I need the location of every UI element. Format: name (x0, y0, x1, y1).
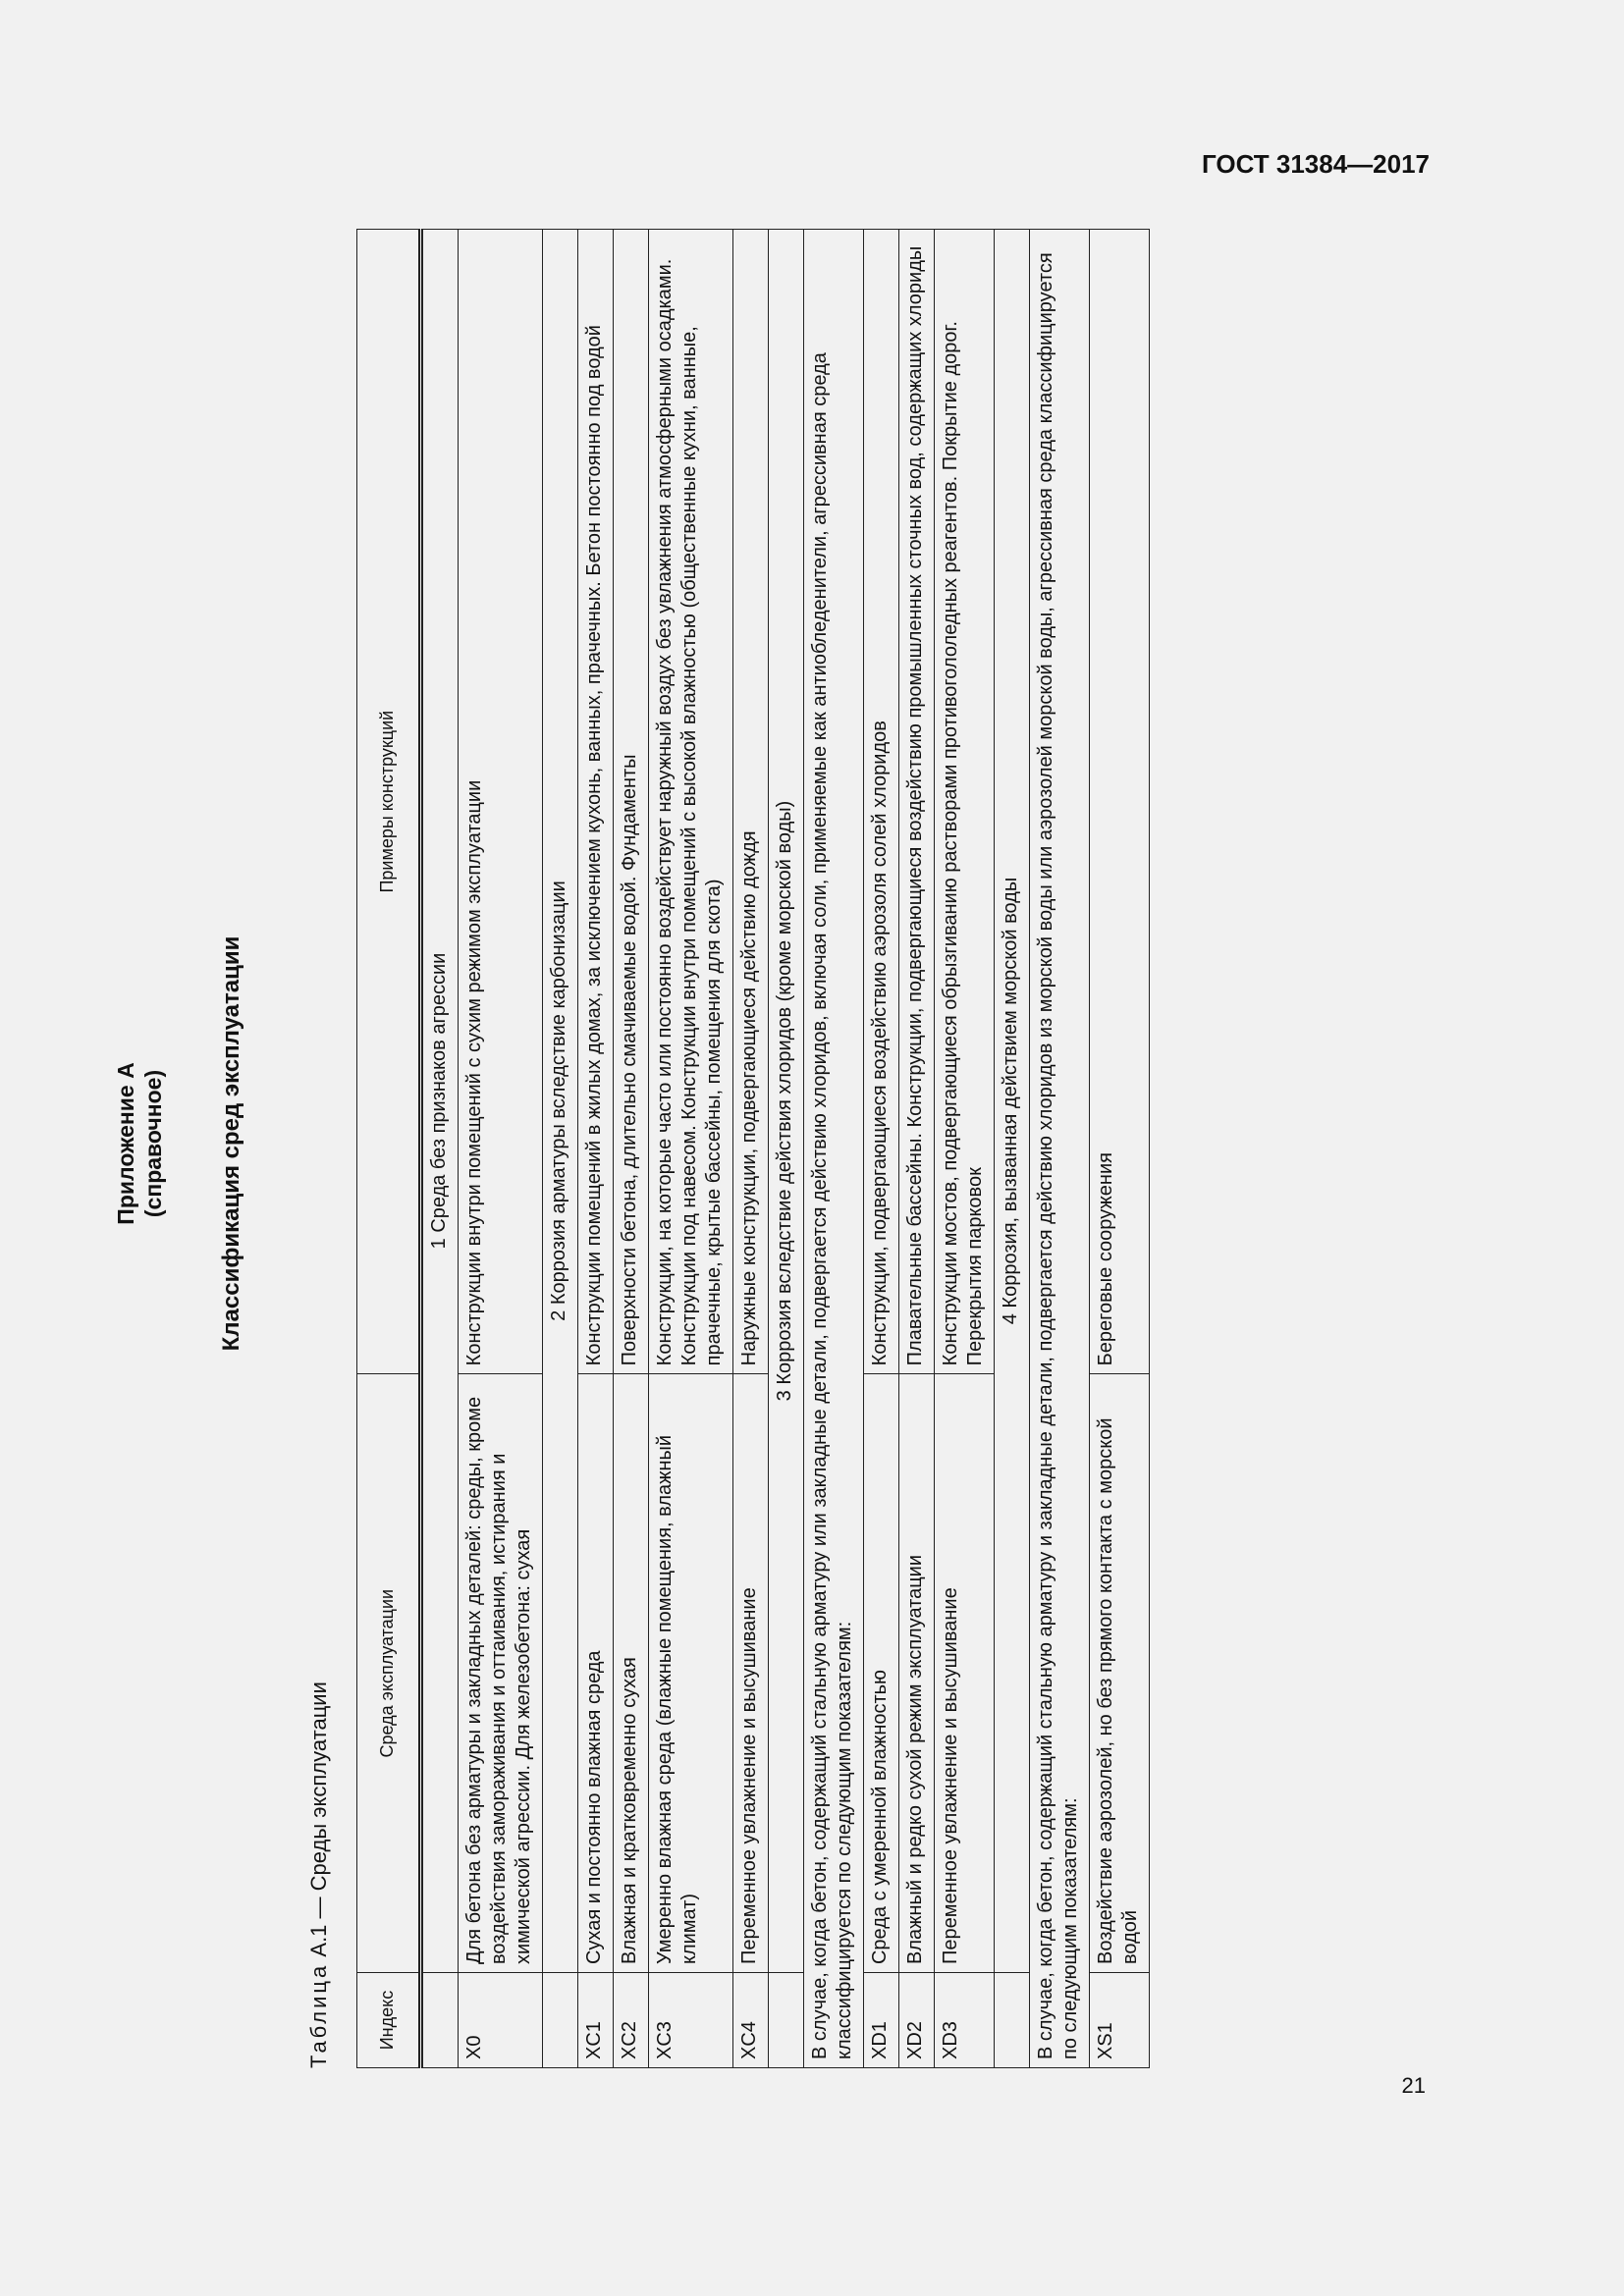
row-index: X0 (459, 1973, 543, 2068)
section-title: 3 Коррозия вследствие действия хлоридов (кроме морской воды) (769, 230, 804, 1973)
table-row (578, 230, 614, 2068)
table-row (899, 230, 935, 2068)
row-examples: Наружные конструкции, подвергающиеся действию дождя (733, 230, 769, 1374)
page-number: 21 (1401, 2073, 1426, 2098)
row-environment: Для бетона без арматуры и закладных деталей: среды, кроме воздействия замораживания и оттаивания, истирания и химической агрессии. Для железобетона: сухая (459, 1374, 543, 1973)
header-index: Индекс (357, 1973, 421, 2068)
standard-number: ГОСТ 31384—2017 (1202, 149, 1430, 179)
section-row (543, 230, 578, 2068)
table-header-row (357, 230, 421, 2068)
note-row (1030, 230, 1090, 2068)
row-index: XC4 (733, 1973, 769, 2068)
document-title: Классификация сред эксплуатации (218, 935, 244, 1352)
row-index: XD1 (864, 1973, 899, 2068)
section-row (421, 230, 459, 2068)
appendix-heading (112, 201, 167, 2086)
row-environment: Влажный и редко сухой режим эксплуатации (899, 1374, 935, 1973)
row-index: XC2 (614, 1973, 649, 2068)
table-row (935, 230, 995, 2068)
table-row (649, 230, 733, 2068)
row-examples: Конструкции помещений в жилых домах, за исключением кухонь, ванных, прачечных. Бетон постоянно под водой (578, 230, 614, 1374)
section-row (995, 230, 1030, 2068)
row-environment: Сухая и постоянно влажная среда (578, 1374, 614, 1973)
header-environment: Среда эксплуатации (357, 1374, 421, 1973)
section-note: В случае, когда бетон, содержащий стальную арматуру и закладные детали, подвергается действию хлоридов из морской воды или аэрозолей морской воды, агрессивная среда классифицируется по следующим показателям: (1030, 230, 1090, 2068)
table-caption-number: А.1 (306, 1924, 331, 1957)
rotated-page-content (112, 201, 1231, 2086)
table-row (733, 230, 769, 2068)
header-examples: Примеры конструкций (357, 230, 421, 1374)
section-title: 4 Коррозия, вызванная действием морской воды (995, 230, 1030, 1973)
section-row (769, 230, 804, 2068)
note-row (804, 230, 864, 2068)
row-environment: Среда с умеренной влажностью (864, 1374, 899, 1973)
section-title: 2 Коррозия арматуры вследствие карбонизации (543, 230, 578, 1973)
table-row (459, 230, 543, 2068)
row-index: XC1 (578, 1973, 614, 2068)
table-row (1090, 230, 1150, 2068)
row-environment: Воздействие аэрозолей, но без прямого контакта с морской водой (1090, 1374, 1150, 1973)
row-environment: Умеренно влажная среда (влажные помещения, влажный климат) (649, 1374, 733, 1973)
row-examples: Береговые сооружения (1090, 230, 1150, 1374)
table-caption-text: — Среды эксплуатации (306, 1682, 331, 1925)
row-examples: Плавательные бассейны. Конструкции, подвергающиеся воздействию промышленных сточных вод, содержащих хлориды (899, 230, 935, 1374)
table-caption-label: Таблица (306, 1962, 331, 2068)
row-index: XC3 (649, 1973, 733, 2068)
appendix-subtitle: (справочное) (140, 1069, 166, 1218)
row-examples: Конструкции мостов, подвергающиеся обрызгиванию растворами противогололедных реагентов. Покрытие дорог. Перекрытия парковок (935, 230, 995, 1374)
section-note: В случае, когда бетон, содержащий стальную арматуру или закладные детали, подвергается действию хлоридов, включая соли, применяемые как антиобледенители, агрессивная среда классифицируется по следующим показателям: (804, 230, 864, 2068)
section-title: 1 Среда без признаков агрессии (421, 230, 459, 1973)
row-examples: Поверхности бетона, длительно смачиваемые водой. Фундаменты (614, 230, 649, 1374)
appendix-title: Приложение А (113, 1062, 138, 1225)
table-caption (306, 1682, 332, 2068)
row-environment: Переменное увлажнение и высушивание (935, 1374, 995, 1973)
table-row (614, 230, 649, 2068)
row-index: XS1 (1090, 1973, 1150, 2068)
row-examples: Конструкции внутри помещений с сухим режимом эксплуатации (459, 230, 543, 1374)
row-examples: Конструкции, подвергающиеся воздействию аэрозоля солей хлоридов (864, 230, 899, 1374)
environments-table (356, 229, 1150, 2068)
table-row (864, 230, 899, 2068)
row-index: XD2 (899, 1973, 935, 2068)
row-index: XD3 (935, 1973, 995, 2068)
row-examples: Конструкции, на которые часто или постоянно воздействует наружный воздух без увлажнения атмосферными осадками. Конструкции под навесом. Конструкции внутри помещений с высокой влажностью (общественные кухни, ванные, прачечные, крытые бассейны, помещения для скота) (649, 230, 733, 1374)
row-environment: Переменное увлажнение и высушивание (733, 1374, 769, 1973)
row-environment: Влажная и кратковременно сухая (614, 1374, 649, 1973)
